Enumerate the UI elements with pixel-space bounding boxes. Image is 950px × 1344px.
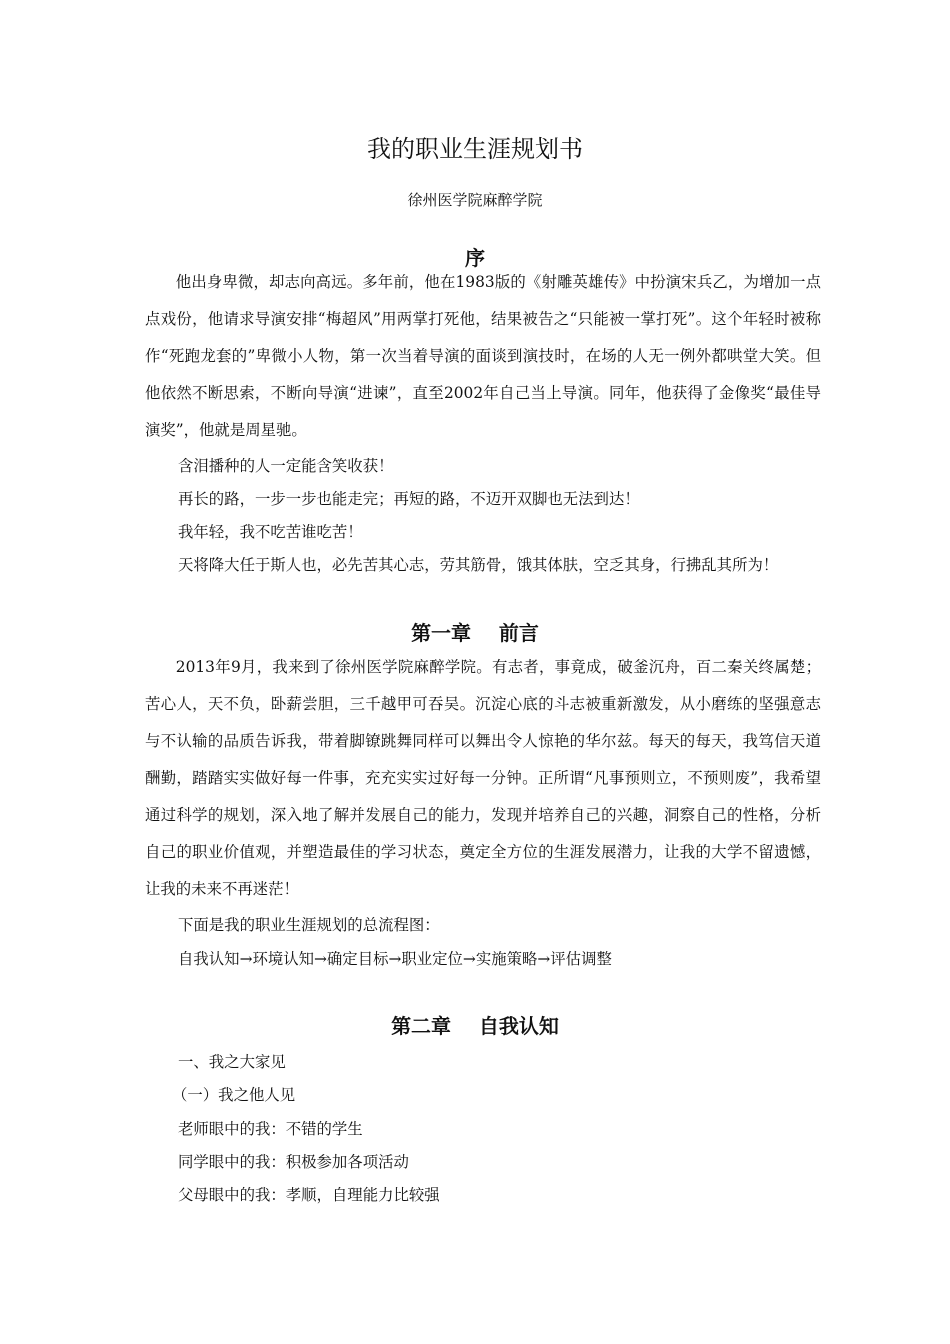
chapter2-line-4: 同学眼中的我：积极参加各项活动 <box>178 1153 409 1171</box>
preface-line-4: 天将降大任于斯人也，必先苦其心志，劳其筋骨，饿其体肤，空乏其身，行拂乱其所为！ <box>178 556 779 574</box>
preface-line-2: 再长的路，一步一步也能走完；再短的路，不迈开双脚也无法到达！ <box>178 490 640 508</box>
preface-heading: 序 <box>465 246 485 270</box>
preface-line-3: 我年轻，我不吃苦谁吃苦！ <box>178 523 363 541</box>
chapter1-heading: 第一章 前言 <box>411 621 539 645</box>
document-title: 我的职业生涯规划书 <box>367 135 583 163</box>
chapter2-line-2: （一）我之他人见 <box>172 1086 296 1104</box>
chapter2-line-1: 一、我之大家见 <box>178 1053 286 1071</box>
document-subtitle: 徐州医学院麻醉学院 <box>407 191 543 209</box>
chapter1-paragraph: 2013年9月，我来到了徐州医学院麻醉学院。有志者，事竟成，破釜沉舟，百二秦关终属楚；苦心人，天不负，卧薪尝胆，三千越甲可吞吴。沉淀心底的斗志被重新激发，从小磨练的坚强意志与不认输的品质告诉我，带着脚镣跳舞同样可以舞出令人惊艳的华尔兹。每天的每天，我笃信天道酬勤，踏踏实实做好每一件事，充充实实过好每一分钟。正所谓“凡事预则立，不预则废”，我希望通过科学的规划，深入地了解并发展自己的能力，发现并培养自己的兴趣，洞察自己的性格，分析自己的职业价值观，并塑造最佳的学习状态，奠定全方位的生涯发展潜力，让我的大学不留遗憾，让我的未来不再迷茫！ <box>145 658 821 898</box>
chapter2-heading: 第二章 自我认知 <box>391 1014 559 1038</box>
preface-line-1: 含泪播种的人一定能含笑收获！ <box>178 457 394 475</box>
chapter1-line-1: 下面是我的职业生涯规划的总流程图： <box>178 916 440 934</box>
chapter2-line-5: 父母眼中的我：孝顺，自理能力比较强 <box>178 1186 440 1204</box>
chapter1-flow: 自我认知→环境认知→确定目标→职业定位→实施策略→评估调整 <box>178 950 612 968</box>
chapter2-line-3: 老师眼中的我：不错的学生 <box>178 1120 363 1138</box>
preface-paragraph: 他出身卑微，却志向高远。多年前，他在1983版的《射雕英雄传》中扮演宋兵乙，为增加一点点戏份，他请求导演安排“梅超风”用两掌打死他，结果被告之“只能被一掌打死”。这个年轻时被称作“死跑龙套的”卑微小人物，第一次当着导演的面谈到演技时，在场的人无一例外都哄堂大笑。但他依然不断思索，不断向导演“进谏”，直至2002年自己当上导演。同年，他获得了金像奖“最佳导演奖”，他就是周星驰。 <box>145 273 821 439</box>
